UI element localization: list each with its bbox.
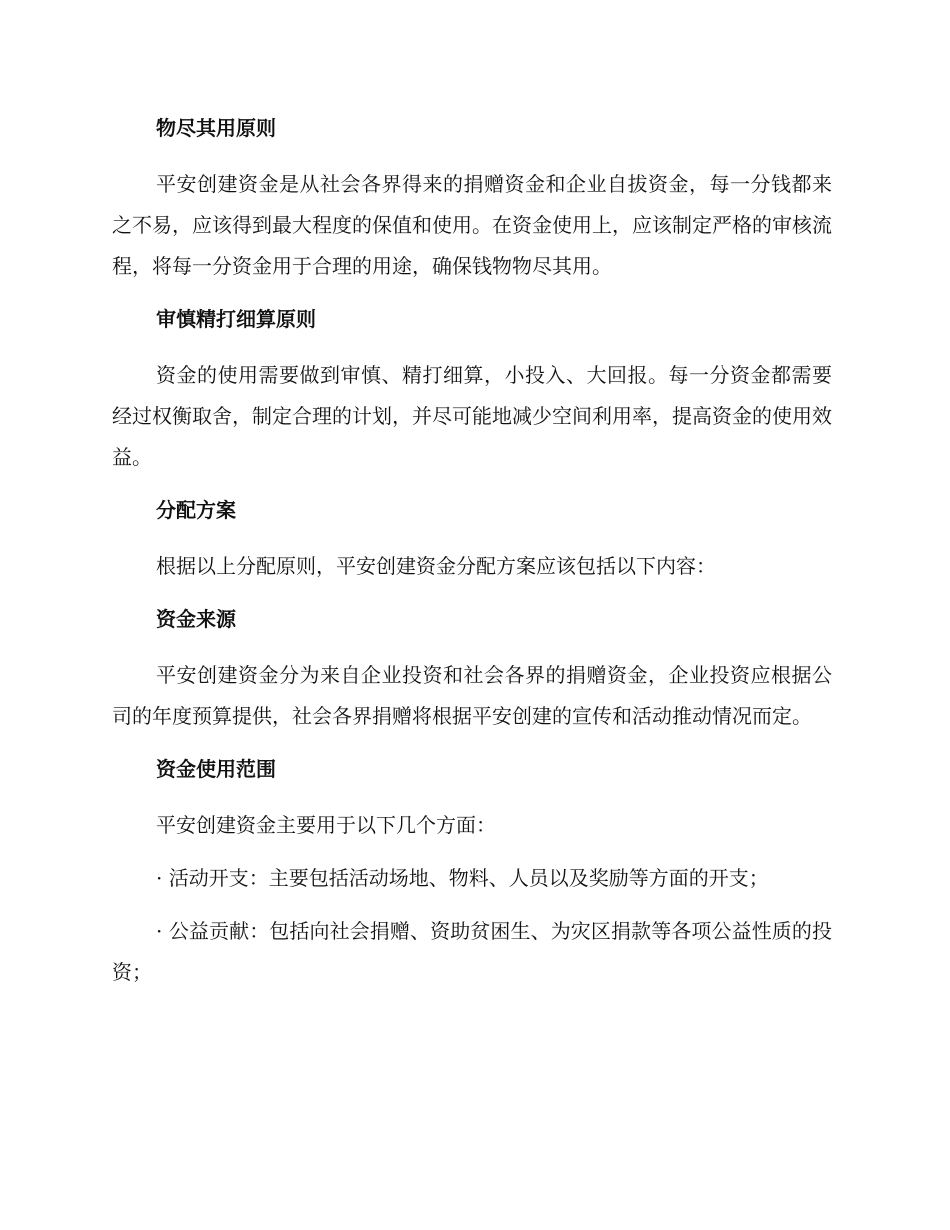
section-heading-fund-source: 资金来源 <box>156 607 236 631</box>
section-heading-prudent-budgeting: 审慎精打细算原则 <box>156 307 316 331</box>
section-heading-allocation-plan: 分配方案 <box>156 498 236 522</box>
bullet-public-welfare: · 公益贡献：包括向社会捐赠、资助贫困生、为灾区捐款等各项公益性质的投资； <box>112 919 832 984</box>
paragraph-full-use: 平安创建资金是从社会各界得来的捐赠资金和企业自拔资金，每一分钱都来之不易，应该得到最大程度的保值和使用。在资金使用上，应该制定严格的审核流程，将每一分资金用于合理的用途，确保钱物物尽其用。 <box>112 172 832 278</box>
section-heading-fund-usage-scope: 资金使用范围 <box>156 757 276 781</box>
paragraph-allocation-plan: 根据以上分配原则，平安创建资金分配方案应该包括以下内容： <box>156 554 716 578</box>
paragraph-prudent-budgeting: 资金的使用需要做到审慎、精打细算，小投入、大回报。每一分资金都需要经过权衡取舍，制定合理的计划，并尽可能地减少空间利用率，提高资金的使用效益。 <box>112 363 832 469</box>
paragraph-fund-source: 平安创建资金分为来自企业投资和社会各界的捐赠资金，企业投资应根据公司的年度预算提供，社会各界捐赠将根据平安创建的宣传和活动推动情况而定。 <box>112 663 832 728</box>
section-heading-principle-full-use: 物尽其用原则 <box>156 116 276 140</box>
paragraph-fund-usage-scope: 平安创建资金主要用于以下几个方面： <box>156 813 496 837</box>
bullet-activity-expenses: · 活动开支：主要包括活动场地、物料、人员以及奖励等方面的开支； <box>156 866 769 890</box>
document-page <box>112 108 832 1005</box>
